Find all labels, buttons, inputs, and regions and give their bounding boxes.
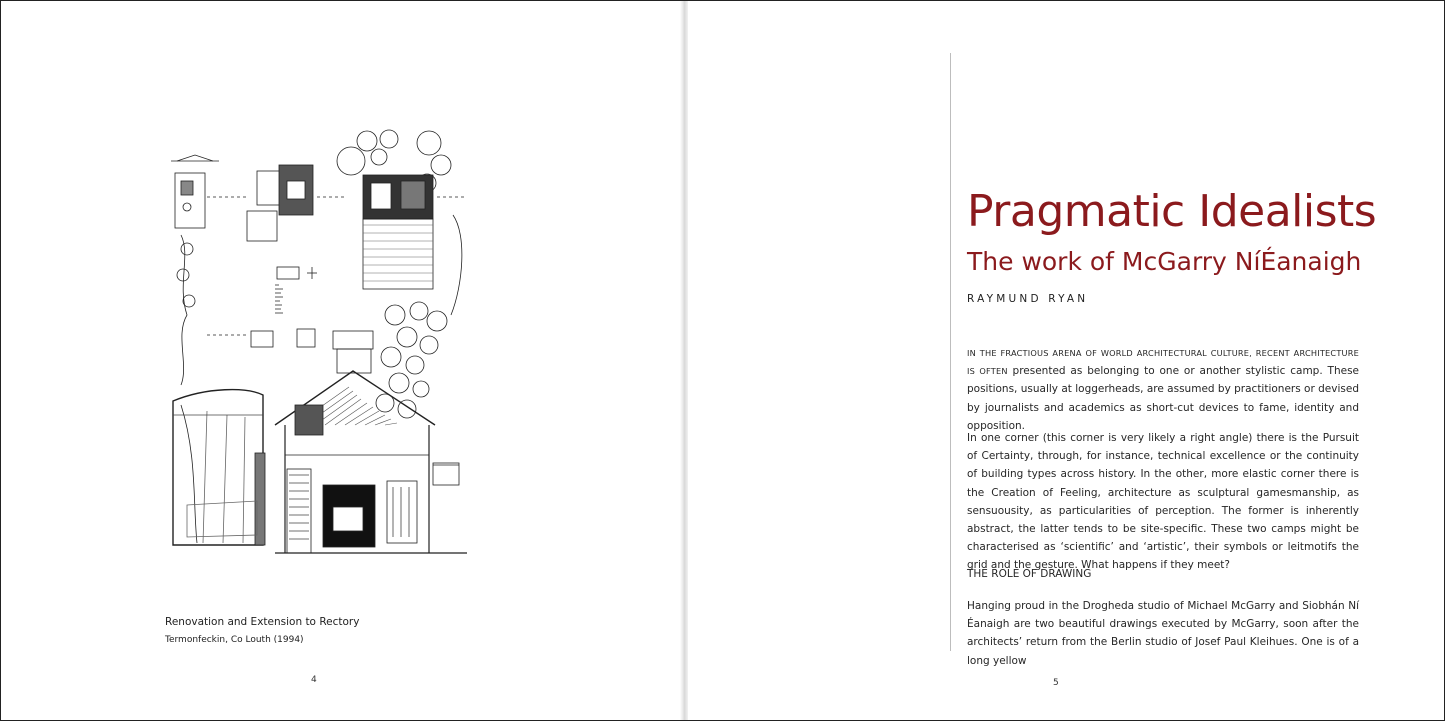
paragraph-two: In one corner (this corner is very likely a right angle) there is the Pursuit of Certainty, through, for instance, technical excellence or the continuity of building types across history. In the other, more elastic corner there is the Creation of Feeling, architecture as sculptural gamesmanship, as sensuousity, as particularities of perception. The former is inherently abstract, the latter tends to be site-specific. These two camps might be characterised as ‘scientific’ and ‘artistic’, their symbols or leitmotifs the grid and the gesture. What happens if they meet? <box>967 432 1359 572</box>
paragraph-intro <box>967 344 1359 435</box>
vertical-rule <box>950 53 951 651</box>
caption-subtitle: Termonfeckin, Co Louth (1994) <box>165 635 304 645</box>
section-heading: THE ROLE OF DRAWING <box>967 568 1092 580</box>
paragraph-three: Hanging proud in the Drogheda studio of Michael McGarry and Siobhán Ní Éanaigh are two beautiful drawings executed by McGarry, soon after the architects’ return from the Berlin studio of Josef Paul Kleihues. One is of a long yellow <box>967 600 1359 667</box>
author-name: RAYMUND RYAN <box>967 293 1089 305</box>
paragraph-intro-lead: IN THE FRACTIOUS ARENA OF WORLD ARCHITECTURAL CULTURE, RECENT ARCHITECTURE IS OFTEN <box>967 348 1359 377</box>
paragraph-intro-rest: presented as belonging to one or another stylistic camp. These positions, usually at loggerheads, are assumed by practitioners or devised by journalists and academics as short-cut devices to fame, identity and opposition. <box>967 365 1359 432</box>
caption-title: Renovation and Extension to Rectory <box>165 616 360 628</box>
article-title: Pragmatic Idealists <box>967 186 1377 237</box>
article-subtitle: The work of McGarry NíÉanaigh <box>967 247 1362 276</box>
page-number-left: 4 <box>311 675 317 685</box>
left-page <box>1 1 682 720</box>
page-number-right: 5 <box>1053 678 1059 688</box>
architectural-drawing <box>167 125 477 557</box>
book-gutter <box>680 1 688 720</box>
